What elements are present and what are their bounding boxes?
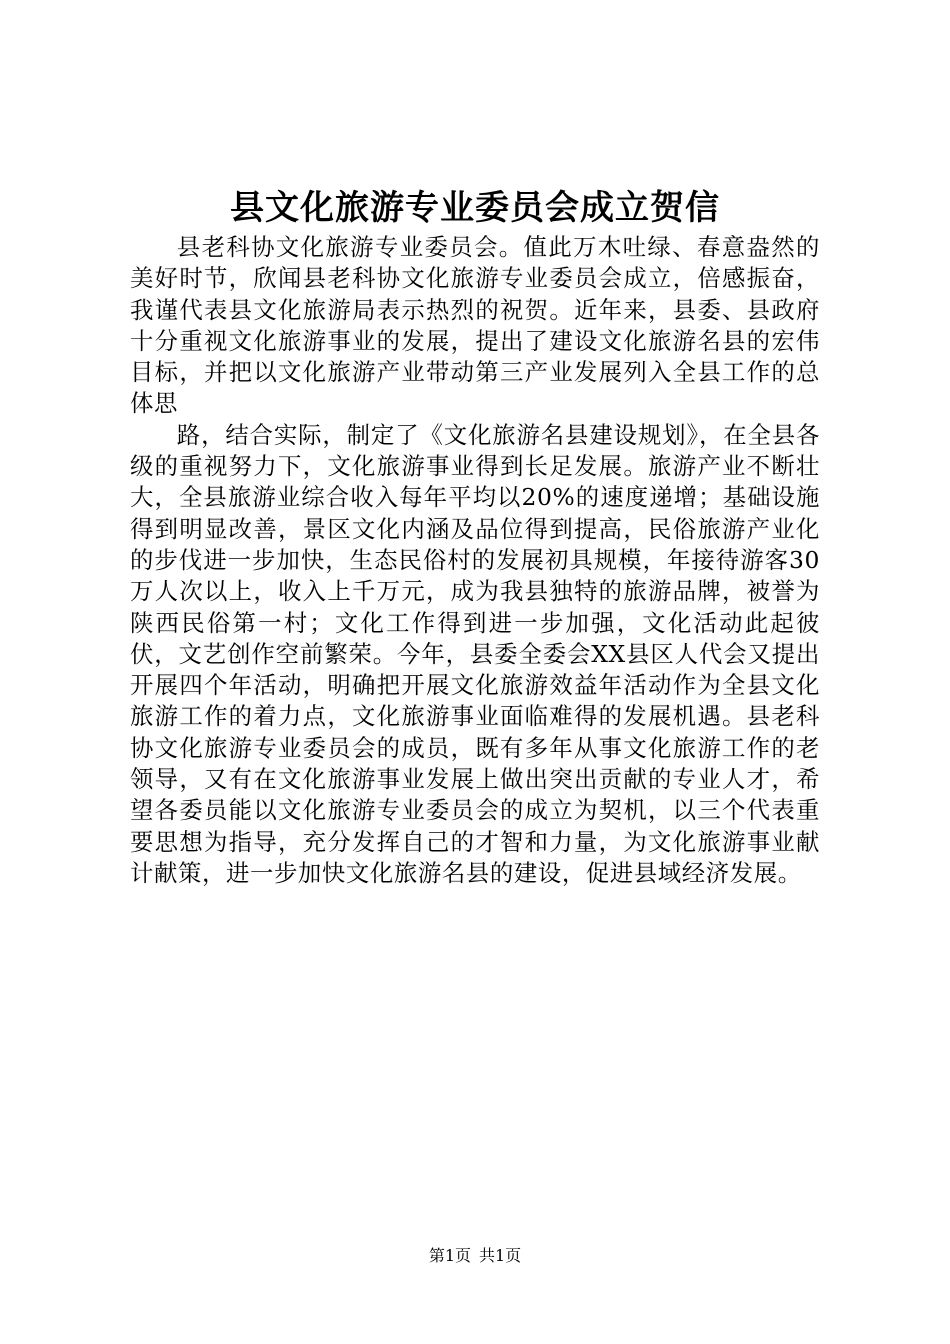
document-title: 县文化旅游专业委员会成立贺信 (230, 188, 720, 228)
paragraph-1: 县老科协文化旅游专业委员会。值此万木吐绿、春意盎然的美好时节，欣闻县老科协文化旅游专业委员会成立，倍感振奋，我谨代表县文化旅游局表示热烈的祝贺。近年来，县委、县政府十分重视文化旅游事业的发展，提出了建设文化旅游名县的宏伟目标，并把以文化旅游产业带动第三产业发展列入全县工作的总体思 (130, 233, 820, 418)
paragraph-2: 路，结合实际，制定了《文化旅游名县建设规划》，在全县各级的重视努力下，文化旅游事业得到长足发展。旅游产业不断壮大，全县旅游业综合收入每年平均以20%的速度递增；基础设施得到明显改善，景区文化内涵及品位得到提高，民俗旅游产业化的步伐进一步加快，生态民俗村的发展初具规模，年接待游客30万人次以上，收入上千万元，成为我县独特的旅游品牌，被誉为陕西民俗第一村；文化工作得到进一步加强，文化活动此起彼伏，文艺创作空前繁荣。今年，县委全委会XX县区人代会又提出开展四个年活动，明确把开展文化旅游效益年活动作为全县文化旅游工作的着力点，文化旅游事业面临难得的发展机遇。县老科协文化旅游专业委员会的成员，既有多年从事文化旅游工作的老领导，又有在文化旅游事业发展上做出突出贡献的专业人才，希望各委员能以文化旅游专业委员会的成立为契机，以三个代表重要思想为指导，充分发挥自己的才智和力量，为文化旅游事业献计献策，进一步加快文化旅游名县的建设，促进县域经济发展。 (130, 420, 820, 887)
document-body (130, 232, 820, 889)
page-footer (0, 1245, 950, 1267)
page-total: 共1页 (479, 1246, 522, 1265)
page-number: 第1页 (428, 1246, 471, 1265)
